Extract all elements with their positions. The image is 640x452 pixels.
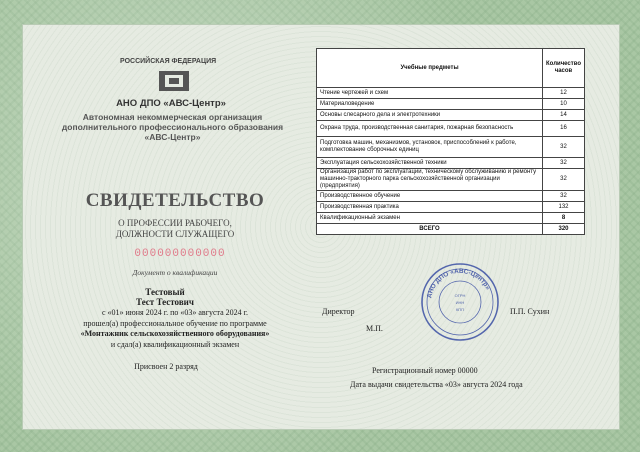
stamp-line: КПП: [455, 307, 465, 312]
table-row: [317, 169, 585, 191]
total-hours: 320: [543, 224, 585, 235]
director-label: Директор: [322, 307, 355, 316]
holder-name: Тест Тестович: [136, 297, 194, 307]
table-row: [317, 137, 585, 158]
hours-cell: 10: [543, 99, 585, 110]
stamp-line: ОГРН: [454, 293, 466, 298]
org-full-name: [60, 112, 285, 142]
table-total-row: [317, 224, 585, 235]
program-intro: прошел(а) профессиональное обучение по программе: [83, 318, 267, 328]
certificate-subtitle: [90, 218, 260, 240]
column-header-subjects: Учебные предметы: [317, 49, 543, 88]
org-full-line: дополнительного профессионального образования: [61, 122, 284, 132]
subjects-table: [316, 48, 585, 235]
subject-cell: Производственная практика: [317, 202, 543, 213]
column-header-hours: Количество часов: [543, 49, 585, 88]
holder-surname: Тестовый: [145, 287, 185, 297]
hours-cell: 16: [543, 121, 585, 137]
hours-cell: 14: [543, 110, 585, 121]
stamp-line: ИНН: [455, 300, 465, 305]
table-row: [317, 88, 585, 99]
table-row: [317, 110, 585, 121]
org-full-line: «АВС-Центр»: [144, 132, 201, 142]
table-row: [317, 158, 585, 169]
org-short-name: АНО ДПО «АВС-Центр»: [116, 98, 226, 109]
org-logo: [152, 70, 196, 94]
hours-cell: 32: [543, 191, 585, 202]
program-name: «Монтажник сельскохозяйственного оборудования»: [80, 329, 270, 338]
stamp-seal: [420, 262, 500, 342]
certificate-title: СВИДЕТЕЛЬСТВО: [85, 190, 265, 211]
hours-cell: 12: [543, 88, 585, 99]
org-full-line: Автономная некоммерческая организация: [82, 112, 263, 122]
training-period: с «01» июня 2024 г. по «03» августа 2024 г.: [101, 308, 249, 317]
subject-cell: Подготовка машин, механизмов, установок, приспособлений к работе, комплектование сборочных единиц: [317, 137, 543, 158]
document-type: Документ о квалификации: [132, 268, 218, 277]
program-description: [40, 308, 310, 350]
table-row: [317, 191, 585, 202]
table-header-row: [317, 49, 585, 88]
subject-cell: Охрана труда, производственная санитария, пожарная безопасность: [317, 121, 543, 137]
director-name: П.П. Сухин: [510, 307, 550, 316]
seal-place-label: М.П.: [366, 324, 383, 333]
hours-cell: 32: [543, 137, 585, 158]
country-label: РОССИЙСКАЯ ФЕДЕРАЦИЯ: [120, 58, 217, 65]
table-row: [317, 202, 585, 213]
table-row: [317, 99, 585, 110]
subject-cell: Чтение чертежей и схем: [317, 88, 543, 99]
table-row: [317, 213, 585, 224]
subjects-table-wrap: [316, 48, 585, 235]
subtitle-line: ДОЛЖНОСТИ СЛУЖАЩЕГО: [115, 229, 235, 239]
subject-cell: Организация работ по эксплуатации, техническому обслуживанию и ремонту машинно-тракторного парка сельскохозяйственной организации (предприятия): [317, 169, 543, 191]
subject-cell: Материаловедение: [317, 99, 543, 110]
issue-date: Дата выдачи свидетельства «03» августа 2024 года: [350, 380, 523, 389]
total-label: ВСЕГО: [317, 224, 543, 235]
stamp-ring-text: АНО ДПО «АВС-Центр»: [426, 267, 492, 299]
hours-cell: 32: [543, 169, 585, 191]
subtitle-line: О ПРОФЕССИИ РАБОЧЕГО,: [118, 218, 232, 228]
exam-text: и сдал(а) квалификационный экзамен: [110, 339, 240, 349]
subject-cell: Эксплуатация сельскохозяйственной техники: [317, 158, 543, 169]
registration-number: Регистрационный номер 00000: [372, 366, 478, 375]
serial-number: 000000000000: [134, 248, 226, 260]
hours-cell: 132: [543, 202, 585, 213]
subject-cell: Производственное обучение: [317, 191, 543, 202]
subject-cell: Основы слесарного дела и электротехники: [317, 110, 543, 121]
hours-cell: 8: [543, 213, 585, 224]
hours-cell: 32: [543, 158, 585, 169]
subject-cell: Квалификационный экзамен: [317, 213, 543, 224]
table-row: [317, 121, 585, 137]
rank-awarded: Присвоен 2 разряд: [134, 362, 198, 371]
